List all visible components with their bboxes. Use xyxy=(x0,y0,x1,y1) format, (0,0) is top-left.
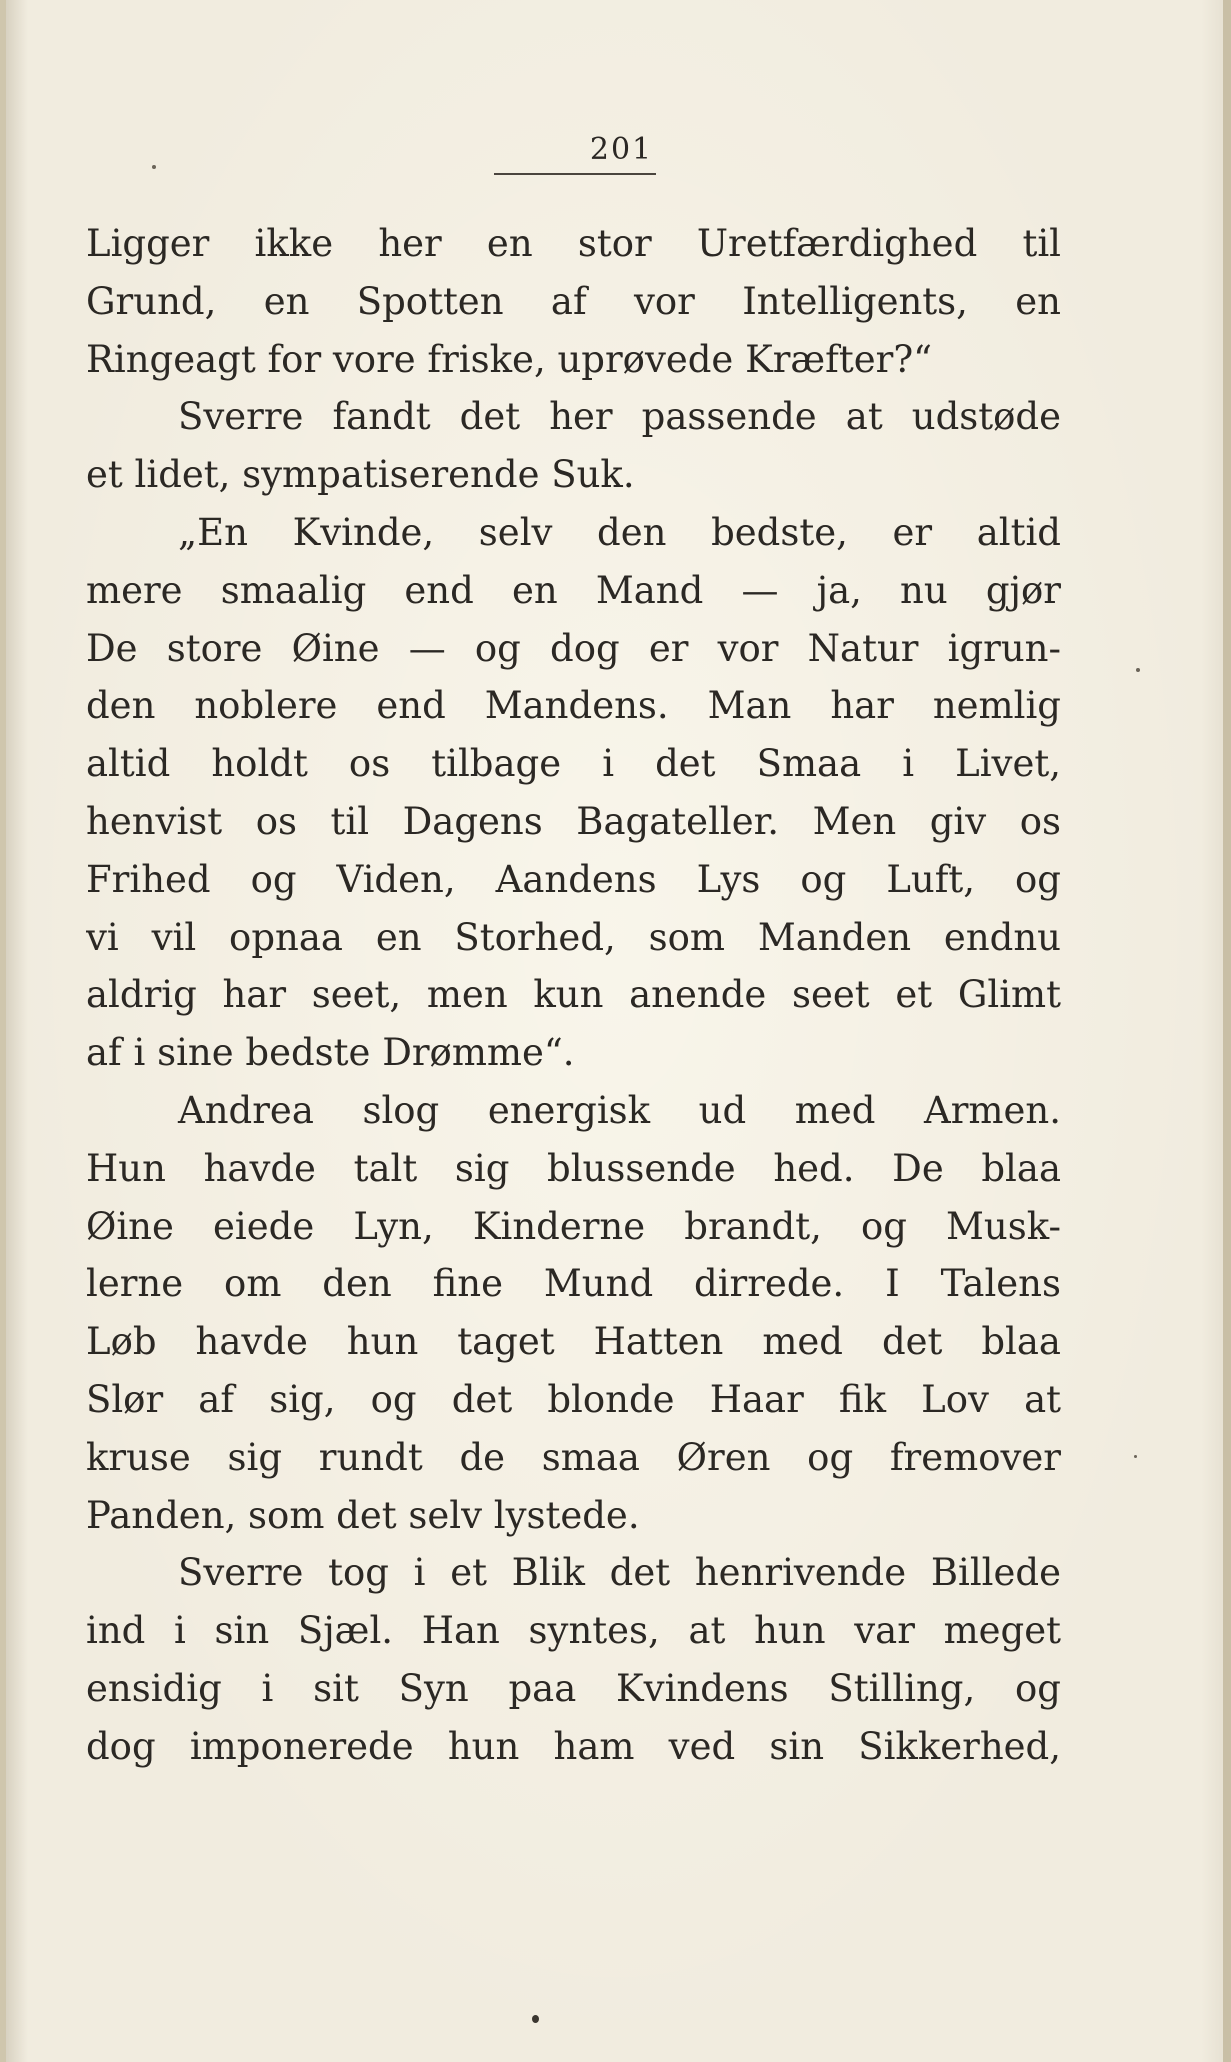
text-line: Sverre fandt det her passende at udstøde xyxy=(178,395,1061,439)
text-line: Sverre tog i et Blik det henrivende Billede xyxy=(178,1551,1061,1595)
page-number: 201 xyxy=(589,132,654,167)
text-line: dog imponerede hun ham ved sin Sikkerhed, xyxy=(86,1724,1061,1768)
text-line: henvist os til Dagens Bagateller. Men giv os xyxy=(86,799,1061,843)
text-line: mere smaalig end en Mand — ja, nu gjør xyxy=(86,568,1061,612)
page-number-rule xyxy=(494,173,656,175)
text-line: Slør af sig, og det blonde Haar fik Lov at xyxy=(86,1377,1061,1421)
text-line: af i sine bedste Drømme“. xyxy=(86,1031,575,1075)
text-line: Løb havde hun taget Hatten med det blaa xyxy=(86,1320,1061,1364)
text-line: vi vil opnaa en Storhed, som Manden endnu xyxy=(86,915,1061,959)
text-line: lerne om den fine Mund dirrede. I Talens xyxy=(86,1262,1061,1306)
text-line: Øine eiede Lyn, Kinderne brandt, og Musk- xyxy=(86,1204,1061,1248)
paper-speck xyxy=(1136,668,1140,672)
text-line: De store Øine — og dog er vor Natur igrun- xyxy=(86,626,1061,670)
text-line: den noblere end Mandens. Man har nemlig xyxy=(86,684,1061,728)
text-line: ind i sin Sjæl. Han syntes, at hun var meget xyxy=(86,1609,1061,1653)
text-line: ensidig i sit Syn paa Kvindens Stilling, og xyxy=(86,1666,1061,1710)
text-line: Hun havde talt sig blussende hed. De blaa xyxy=(86,1146,1061,1190)
body-text xyxy=(86,215,1061,1776)
text-line: aldrig har seet, men kun anende seet et Glimt xyxy=(86,973,1061,1017)
text-line: Grund, en Spotten af vor Intelligents, en xyxy=(86,279,1061,323)
text-line: Frihed og Viden, Aandens Lys og Luft, og xyxy=(86,857,1061,901)
text-line: „En Kvinde, selv den bedste, er altid xyxy=(178,510,1061,554)
text-line: Andrea slog energisk ud med Armen. xyxy=(178,1088,1061,1132)
text-line: Panden, som det selv lystede. xyxy=(86,1493,640,1537)
text-line: altid holdt os tilbage i det Smaa i Livet, xyxy=(86,742,1061,786)
paper-speck xyxy=(152,165,156,169)
paper-speck xyxy=(1134,1455,1137,1458)
paper-speck xyxy=(532,2015,539,2023)
text-line: Ligger ikke her en stor Uretfærdighed til xyxy=(86,222,1061,265)
text-line: Ringeagt for vore friske, uprøvede Kræfter?“ xyxy=(86,337,933,381)
text-line: et lidet, sympatiserende Suk. xyxy=(86,453,635,497)
text-line: kruse sig rundt de smaa Øren og fremover xyxy=(86,1435,1061,1479)
